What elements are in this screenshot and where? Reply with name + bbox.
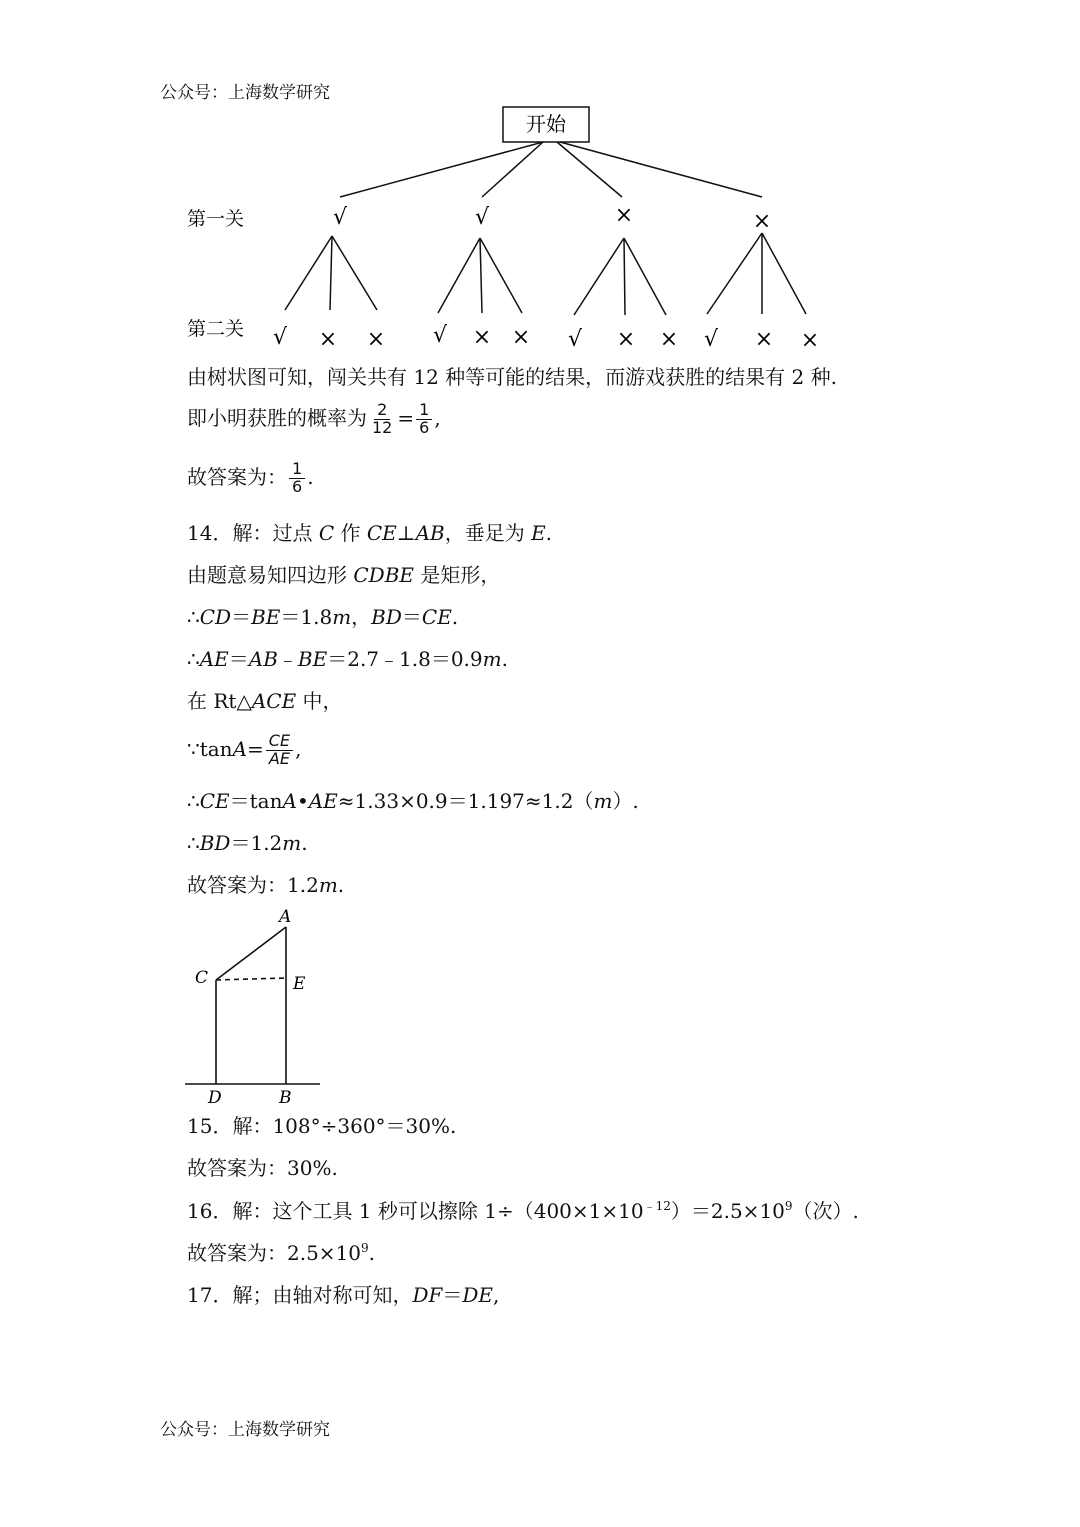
line-tree-conclusion: 由树状图可知，闯关共有 12 种等可能的结果，而游戏获胜的结果有 2 种. (187, 365, 837, 389)
l2-mark-1: √ (272, 325, 288, 350)
line-q14-solution: 14．解：过点 C 作 CE⊥AB，垂足为 E. (187, 521, 553, 545)
tree-level2-label: 第二关 (187, 318, 245, 340)
fraction-1-6: $\frac{1}{6}$ (416, 402, 432, 437)
point-e-label: E (293, 974, 306, 994)
l2-mark-4: √ (432, 323, 448, 348)
tree-start-label: 开始 (526, 112, 566, 136)
page-header: 公众号：上海数学研究 (160, 83, 330, 103)
point-b-label: B (279, 1088, 292, 1105)
l2-mark-6: × (511, 325, 531, 350)
line-q15-solution: 15．解：108°÷360°＝30%. (187, 1114, 457, 1138)
line-answer-15: 故答案为：30%. (187, 1156, 338, 1180)
line-answer-16: 故答案为：$2.5\times 10^9$. (187, 1241, 376, 1265)
l2-mark-2: × (318, 327, 338, 352)
l2-mark-11: × (754, 327, 774, 352)
l1-mark-4: × (752, 209, 772, 234)
point-c-label: C (195, 968, 209, 988)
l2-mark-9: × (659, 327, 679, 352)
point-a-label: A (279, 907, 292, 927)
page-footer: 公众号：上海数学研究 (160, 1420, 330, 1440)
l1-mark-1: √ (332, 205, 348, 230)
point-d-label: D (208, 1088, 222, 1105)
l2-mark-7: √ (567, 327, 583, 352)
tree-level1-label: 第一关 (187, 208, 245, 230)
line-cd-be: ∴CD＝BE＝1.8m，BD＝CE. (187, 605, 459, 629)
l2-mark-5: × (472, 325, 492, 350)
l2-mark-10: √ (703, 327, 719, 352)
line-rectangle: 由题意易知四边形 CDBE 是矩形， (187, 563, 501, 587)
line-answer-14: 故答案为：1.2m. (187, 873, 345, 897)
tree-diagram (0, 100, 1080, 460)
line-ae: ∴AE＝AB﹣BE＝2.7﹣1.8＝0.9m. (187, 647, 508, 671)
l1-mark-3: × (614, 203, 634, 228)
l2-mark-12: × (800, 328, 820, 353)
line-ce-value: ∴CE＝tanA•AE≈1.33×0.9＝1.197≈1.2（m）. (187, 789, 639, 813)
line-bd-value: ∴BD＝1.2m. (187, 831, 308, 855)
line-answer-13: 故答案为： $\frac{1}{6}$ . (187, 459, 314, 496)
line-rt-triangle: 在 Rt△ACE 中， (187, 689, 343, 713)
fraction-answer: $\frac{1}{6}$ (289, 461, 305, 496)
line-q17-solution: 17．解；由轴对称可知，DF＝DE, (187, 1283, 500, 1307)
fraction-2-12: $\frac{2}{12}$ (372, 400, 393, 437)
l1-mark-2: √ (474, 205, 490, 230)
l2-mark-3: × (366, 327, 386, 352)
line-q16-solution: 16．解：这个工具 1 秒可以擦除 $1\div(400\times 1\times 10^{﹣12})=2.5\times 10^9$（次）. (187, 1199, 859, 1223)
fraction-ce-ae: $\frac{CE}{AE}$ (266, 733, 293, 768)
l2-mark-8: × (616, 327, 636, 352)
geometry-figure (175, 905, 335, 1105)
line-probability: 即小明获胜的概率为 $\frac{2}{12}$ = $\frac{1}{6}$ , (187, 400, 441, 437)
line-tan: ∵tanA= $\frac{CE}{AE}$ , (187, 731, 302, 768)
